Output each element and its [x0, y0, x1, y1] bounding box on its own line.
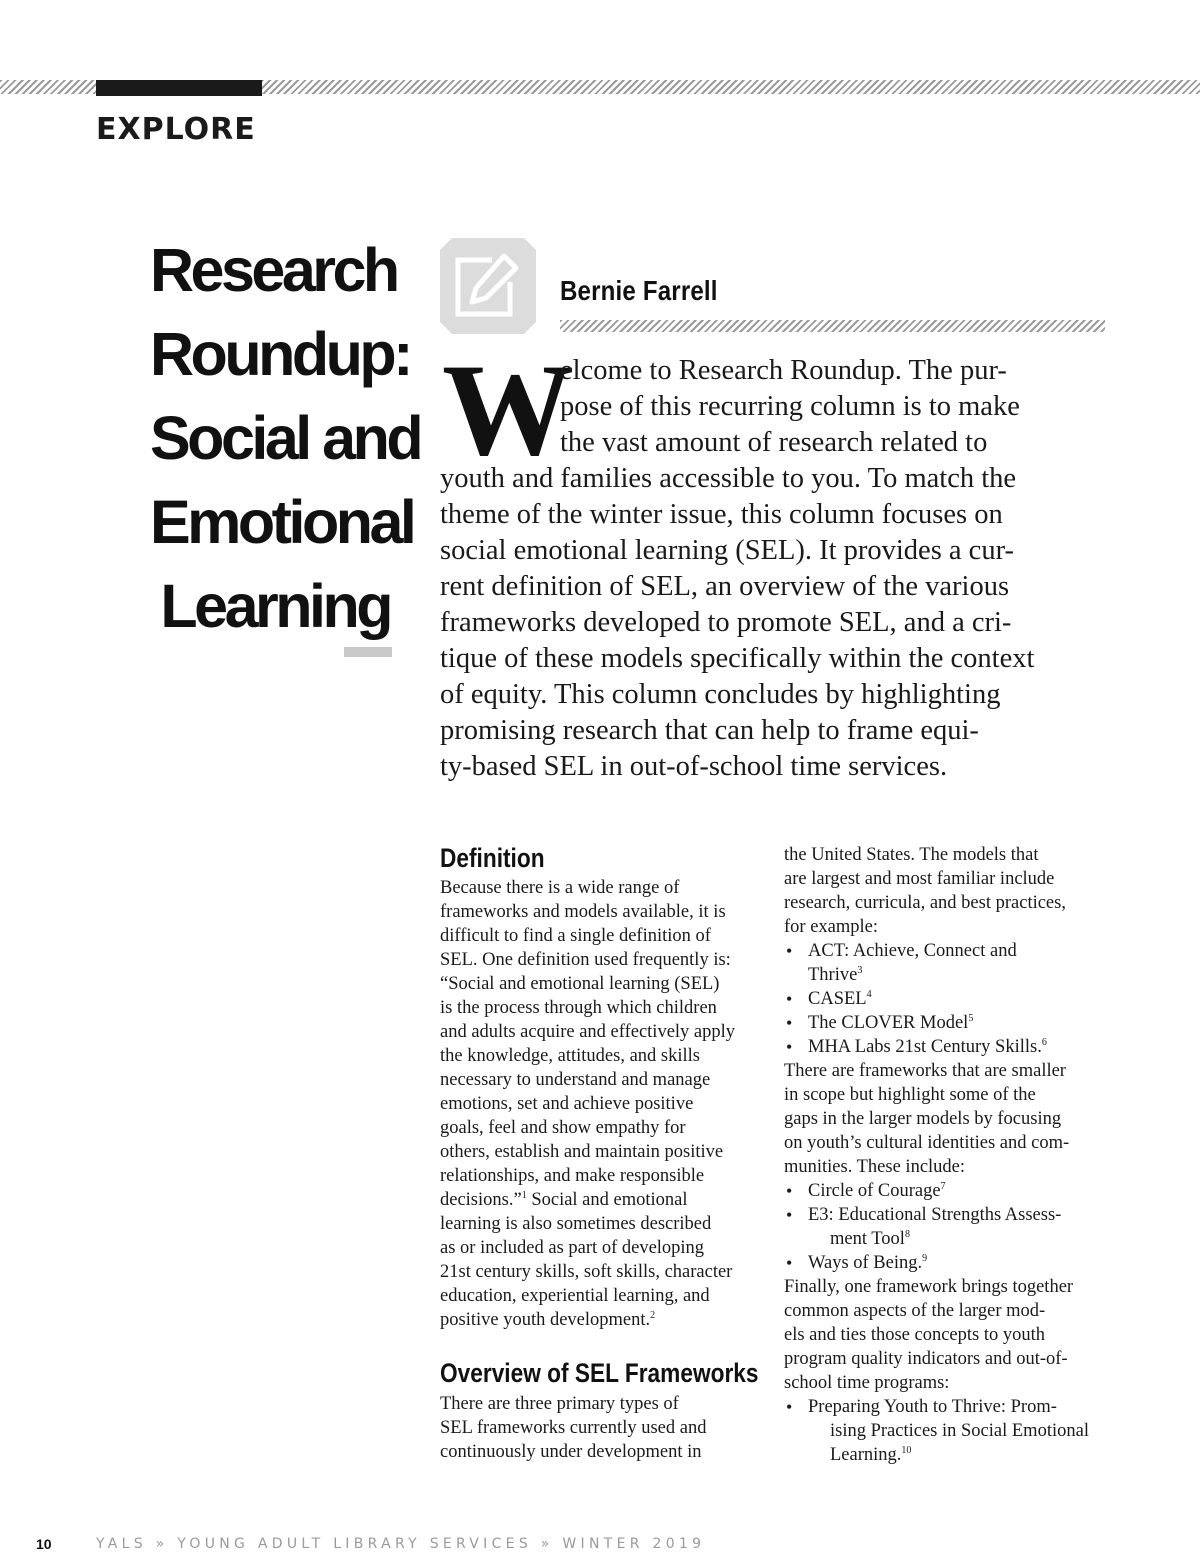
definition-line: as or included as part of developing: [440, 1238, 705, 1258]
bullet-icon: •: [786, 1253, 793, 1273]
right-column-line: on youth’s cultural identities and com-: [784, 1133, 1070, 1153]
right-column-line: common aspects of the larger mod-: [784, 1301, 1046, 1321]
bullet-icon: •: [786, 1037, 793, 1057]
intro-line: theme of the winter issue, this column focuses on: [440, 499, 1003, 530]
definition-line: [440, 1308, 655, 1332]
definition-line: goals, feel and show empathy for: [440, 1118, 686, 1138]
list-item: [808, 987, 872, 1011]
right-column-line: are largest and most familiar include: [784, 869, 1055, 889]
definition-line: emotions, set and achieve positive: [440, 1094, 694, 1114]
definition-text: Social and emotional: [526, 1190, 688, 1210]
bullet-icon: •: [786, 1397, 793, 1417]
intro-line: frameworks developed to promote SEL, and a cri-: [440, 607, 1012, 638]
list-item-text: CASEL: [808, 989, 867, 1009]
definition-line: is the process through which children: [440, 998, 717, 1018]
list-item: [808, 1179, 946, 1203]
definition-line: education, experiential learning, and: [440, 1286, 710, 1306]
right-column-line: There are frameworks that are smaller: [784, 1061, 1066, 1081]
definition-line: difficult to find a single definition of: [440, 926, 711, 946]
definition-line: “Social and emotional learning (SEL): [440, 974, 720, 994]
list-item-text: Circle of Courage: [808, 1181, 941, 1201]
list-item: [830, 1227, 910, 1251]
pencil-edit-icon: [440, 238, 536, 334]
definition-line: necessary to understand and manage: [440, 1070, 711, 1090]
list-item: [808, 1011, 973, 1035]
title-line: Learning: [160, 572, 390, 640]
footnote-ref: 2: [650, 1309, 656, 1321]
drop-cap: W: [442, 336, 574, 483]
bullet-icon: •: [786, 941, 793, 961]
article-title: [150, 228, 421, 648]
bullet-icon: •: [786, 1181, 793, 1201]
list-item: ACT: Achieve, Connect and: [808, 941, 1017, 961]
section-label: EXPLORE: [96, 112, 256, 147]
definition-line: [440, 1188, 688, 1212]
definition-line: frameworks and models available, it is: [440, 902, 726, 922]
list-item-text: ment Tool: [830, 1229, 905, 1249]
list-item-text: Thrive: [808, 965, 858, 985]
definition-line: 21st century skills, soft skills, character: [440, 1262, 733, 1282]
right-column-line: for example:: [784, 917, 878, 937]
list-item: [808, 1035, 1047, 1059]
definition-line: and adults acquire and effectively apply: [440, 1022, 736, 1042]
footnote-ref: 4: [866, 988, 872, 1000]
intro-line: of equity. This column concludes by highlighting: [440, 679, 1001, 710]
footnote-ref: 3: [857, 964, 863, 976]
right-column-line: els and ties those concepts to youth: [784, 1325, 1046, 1345]
title-line: Social and: [150, 404, 421, 472]
title-line: Roundup:: [150, 320, 410, 388]
footnote-ref: 9: [922, 1252, 928, 1264]
footnote-ref: 6: [1041, 1036, 1047, 1048]
title-line: Emotional: [150, 488, 414, 556]
definition-line: relationships, and make responsible: [440, 1166, 705, 1186]
list-item-text: Ways of Being.: [808, 1253, 923, 1273]
footnote-ref: 5: [968, 1012, 974, 1024]
bullet-icon: •: [786, 989, 793, 1009]
definition-line: learning is also sometimes described: [440, 1214, 712, 1234]
definition-line: the knowledge, attitudes, and skills: [440, 1046, 700, 1066]
footnote-ref: 7: [940, 1180, 946, 1192]
definition-text: positive youth development.: [440, 1310, 651, 1330]
definition-text: decisions.”: [440, 1190, 522, 1210]
intro-line: promising research that can help to frame equi-: [440, 715, 979, 746]
right-column-line: school time programs:: [784, 1373, 950, 1393]
list-item: Preparing Youth to Thrive: Prom-: [808, 1397, 1057, 1417]
list-item-text: MHA Labs 21st Century Skills.: [808, 1037, 1042, 1057]
title-accent-bar: [344, 647, 392, 657]
section-tab: [96, 80, 262, 96]
overview-heading: Overview of SEL Frameworks: [440, 1358, 759, 1388]
definition-line: Because there is a wide range of: [440, 878, 680, 898]
overview-line: There are three primary types of: [440, 1394, 679, 1414]
intro-line: youth and families accessible to you. To match the: [440, 463, 1017, 494]
list-item: [830, 1443, 911, 1467]
definition-heading: Definition: [440, 843, 545, 873]
overview-line: continuously under development in: [440, 1442, 702, 1462]
intro-line: elcome to Research Roundup. The pur-: [560, 355, 1007, 386]
intro-line: pose of this recurring column is to make: [560, 391, 1020, 422]
footnote-ref: 8: [904, 1228, 910, 1240]
running-footer: YALS » YOUNG ADULT LIBRARY SERVICES » WINTER 2019: [96, 1536, 706, 1552]
intro-line: the vast amount of research related to: [560, 427, 988, 458]
list-item: E3: Educational Strengths Assess-: [808, 1205, 1062, 1225]
list-item: [808, 963, 862, 987]
right-column-line: program quality indicators and out-of-: [784, 1349, 1068, 1369]
definition-line: SEL. One definition used frequently is:: [440, 950, 731, 970]
author-name: Bernie Farrell: [560, 275, 718, 306]
list-item-text: The CLOVER Model: [808, 1013, 969, 1033]
right-column-line: research, curricula, and best practices,: [784, 893, 1066, 913]
bullet-icon: •: [786, 1205, 793, 1225]
title-line: Research: [150, 236, 397, 304]
author-hatch-rule: [560, 320, 1105, 332]
footnote-ref: 10: [901, 1444, 912, 1456]
list-item-text: Learning.: [830, 1445, 902, 1465]
list-item: ising Practices in Social Emotional: [830, 1421, 1089, 1441]
footnote-ref: 1: [521, 1189, 527, 1201]
right-column-line: the United States. The models that: [784, 845, 1039, 865]
right-column-line: in scope but highlight some of the: [784, 1085, 1036, 1105]
page-number: 10: [36, 1536, 52, 1552]
intro-line: ty-based SEL in out-of-school time services.: [440, 751, 948, 782]
right-column-line: munities. These include:: [784, 1157, 966, 1177]
list-item: [808, 1251, 927, 1275]
right-column-line: gaps in the larger models by focusing: [784, 1109, 1062, 1129]
intro-line: social emotional learning (SEL). It provides a cur-: [440, 535, 1014, 566]
right-column-line: Finally, one framework brings together: [784, 1277, 1074, 1297]
overview-line: SEL frameworks currently used and: [440, 1418, 707, 1438]
definition-line: others, establish and maintain positive: [440, 1142, 724, 1162]
intro-line: tique of these models specifically within the context: [440, 643, 1035, 674]
intro-line: rent definition of SEL, an overview of the various: [440, 571, 1010, 602]
bullet-icon: •: [786, 1013, 793, 1033]
